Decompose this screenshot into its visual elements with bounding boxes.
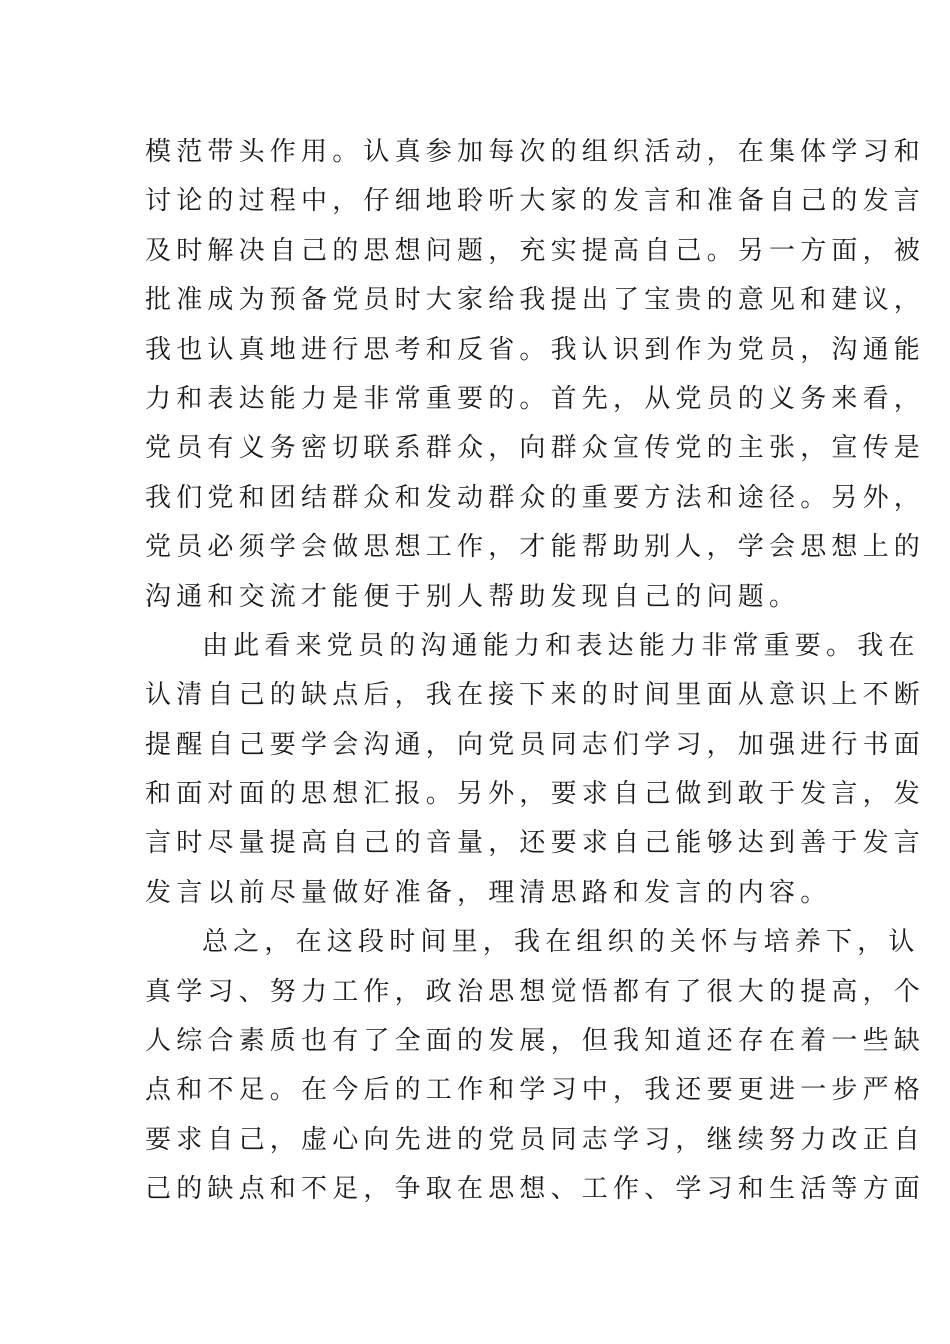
text-line: 提醒自己要学会沟通，向党员同志们学习，加强进行书面 — [145, 729, 926, 760]
paragraph-first-line: 由此看来党员的沟通能力和表达能力非常重要。我在 — [202, 630, 920, 661]
text-line: 模范带头作用。认真参加每次的组织活动，在集体学习和 — [145, 137, 926, 167]
text-line: 和面对面的思想汇报。另外，要求自己做到敢于发言，发 — [145, 779, 926, 810]
text-line: 要求自己，虚心向先进的党员同志学习，继续努力改正自 — [145, 1124, 926, 1155]
text-line: 认清自己的缺点后，我在接下来的时间里面从意识上不断 — [145, 680, 926, 711]
text-line: 真学习、努力工作，政治思想觉悟都有了很大的提高，个 — [145, 976, 926, 1007]
text-line: 党员必须学会做思想工作，才能帮助别人，学会思想上的 — [145, 532, 926, 563]
text-line: 讨论的过程中，仔细地聆听大家的发言和准备自己的发言 — [145, 186, 926, 217]
text-line: 批准成为预备党员时大家给我提出了宝贵的意见和建议， — [145, 285, 926, 316]
text-line: 及时解决自己的思想问题，充实提高自己。另一方面，被 — [145, 235, 926, 266]
text-line: 力和表达能力是非常重要的。首先，从党员的义务来看， — [145, 383, 926, 414]
text-line: 我也认真地进行思考和反省。我认识到作为党员，沟通能 — [145, 334, 926, 365]
text-line: 党员有义务密切联系群众，向群众宣传党的主张，宣传是 — [145, 433, 926, 464]
text-line: 人综合素质也有了全面的发展，但我知道还存在着一些缺 — [145, 1026, 926, 1057]
paragraph-first-line: 总之，在这段时间里，我在组织的关怀与培养下，认 — [202, 927, 920, 958]
text-line: 点和不足。在今后的工作和学习中，我还要更进一步严格 — [145, 1075, 926, 1106]
text-line: 己的缺点和不足，争取在思想、工作、学习和生活等方面 — [145, 1174, 926, 1205]
text-line: 言时尽量提高自己的音量，还要求自己能够达到善于发言 — [145, 828, 926, 859]
text-line: 发言以前尽量做好准备，理清思路和发言的内容。 — [145, 877, 832, 908]
document-body — [145, 128, 926, 1215]
text-line: 沟通和交流才能便于别人帮助发现自己的问题。 — [145, 581, 801, 612]
text-line: 我们党和团结群众和发动群众的重要方法和途径。另外， — [145, 482, 926, 513]
